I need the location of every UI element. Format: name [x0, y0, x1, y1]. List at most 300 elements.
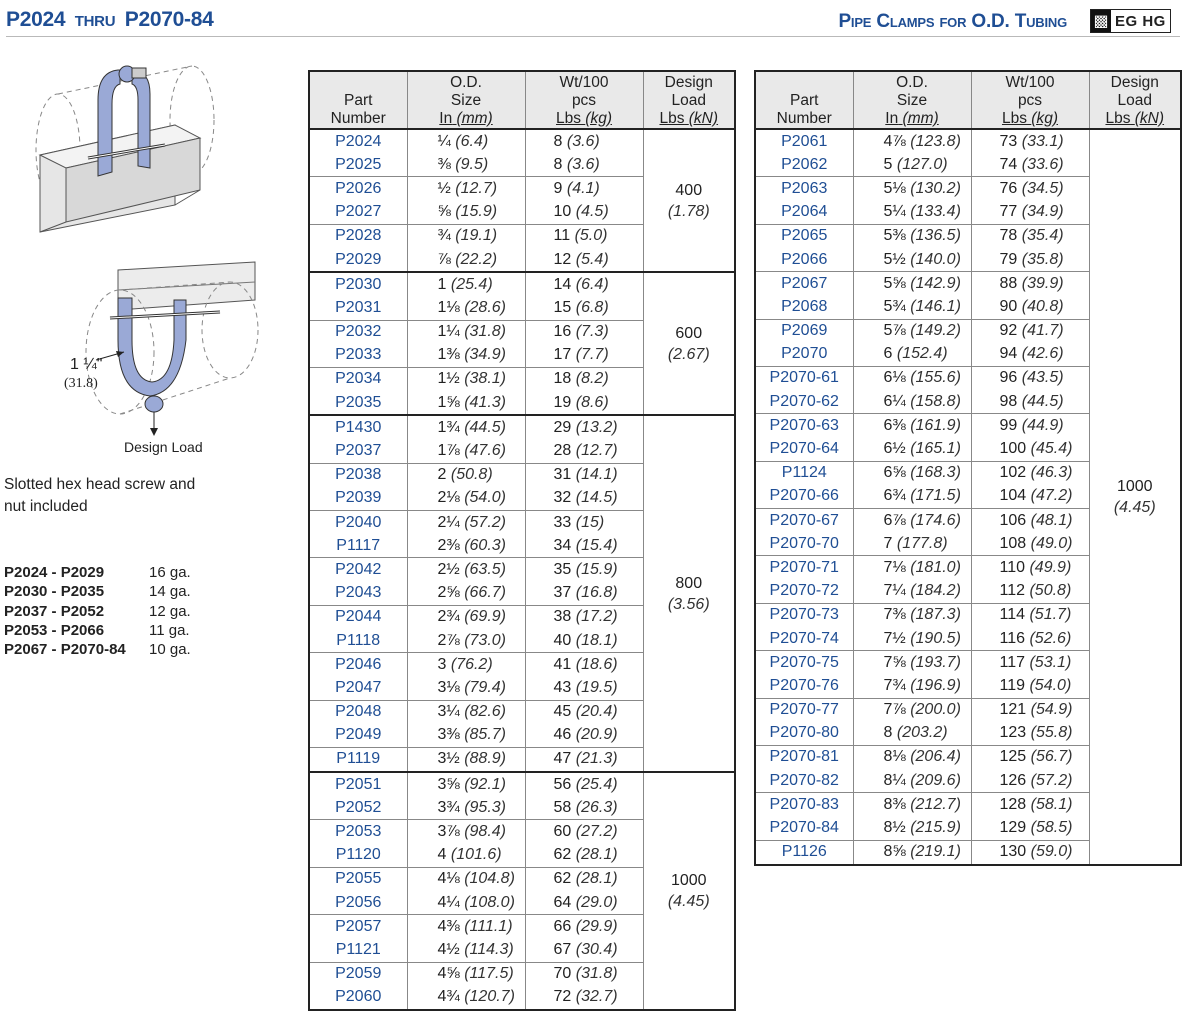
od-size-cell	[407, 487, 525, 511]
weight-cell	[971, 390, 1089, 414]
od-inches: 4½	[437, 940, 460, 958]
od-size-cell	[853, 366, 971, 390]
od-inches: 3⅛	[437, 678, 460, 696]
od-size-cell	[853, 295, 971, 319]
od-size-cell	[853, 698, 971, 722]
weight-kg: (51.7)	[1029, 606, 1072, 624]
od-inches: 1¼	[437, 323, 460, 341]
weight-kg: (18.6)	[575, 655, 618, 673]
design-load-cell	[643, 129, 735, 272]
weight-cell	[971, 201, 1089, 225]
weight-cell	[971, 129, 1089, 153]
hardware-note: Slotted hex head screw and nut included	[4, 476, 196, 515]
weight-lbs: 38	[553, 608, 572, 626]
od-size-cell	[407, 296, 525, 320]
weight-cell	[525, 534, 643, 558]
weight-lbs: 94	[999, 345, 1018, 363]
part-number: P2070-76	[755, 674, 853, 698]
part-number: P1430	[335, 418, 382, 436]
weight-lbs: 130	[999, 843, 1027, 861]
od-mm: (120.7)	[464, 988, 515, 1006]
od-inches: 4⅛	[437, 870, 460, 888]
weight-lbs: 125	[999, 748, 1027, 766]
weight-kg: (34.5)	[1021, 179, 1064, 197]
part-number: P2056	[309, 891, 407, 915]
weight-cell	[525, 986, 643, 1010]
part-number: P2057	[335, 917, 382, 935]
od-size-cell	[407, 248, 525, 272]
od-size-cell	[407, 439, 525, 463]
od-mm: (155.6)	[910, 369, 961, 387]
part-number: P2052	[309, 796, 407, 820]
od-inches: 7¼	[883, 582, 906, 600]
weight-cell	[525, 747, 643, 772]
part-number: P1117	[309, 534, 407, 558]
weight-kg: (7.3)	[575, 323, 609, 341]
weight-cell	[525, 272, 643, 296]
weight-cell	[525, 248, 643, 272]
od-inches: 5⅝	[883, 274, 906, 292]
weight-lbs: 56	[553, 775, 572, 793]
part-number: P2051	[335, 775, 382, 793]
od-size-cell	[407, 582, 525, 606]
od-inches: 4¾	[437, 988, 460, 1006]
od-inches: 8¼	[883, 771, 906, 789]
part-number: P2028	[335, 227, 382, 245]
weight-cell	[971, 580, 1089, 604]
od-inches: 6⅛	[883, 369, 906, 387]
od-size-cell	[853, 461, 971, 485]
od-size-cell	[407, 272, 525, 296]
weight-lbs: 17	[553, 346, 572, 364]
od-inches: 4⅝	[437, 965, 460, 983]
od-size-cell	[853, 224, 971, 248]
od-size-cell	[407, 224, 525, 248]
category-title: Pipe Clamps for O.D. Tubing	[838, 11, 1067, 32]
od-inches: 2⅜	[437, 536, 460, 554]
od-size-cell	[853, 674, 971, 698]
weight-kg: (52.6)	[1029, 629, 1072, 647]
od-mm: (66.7)	[464, 584, 506, 602]
part-number: P2070-72	[755, 580, 853, 604]
od-inches: 1⅛	[437, 298, 460, 316]
od-mm: (34.9)	[464, 346, 506, 364]
weight-cell	[971, 793, 1089, 817]
od-size-cell	[407, 367, 525, 391]
weight-kg: (58.1)	[1030, 795, 1073, 813]
od-mm: (142.9)	[910, 274, 961, 292]
od-inches: ¾	[437, 227, 451, 245]
weight-kg: (57.2)	[1030, 771, 1073, 789]
part-number: P2031	[309, 296, 407, 320]
weight-cell	[971, 224, 1089, 248]
od-mm: (69.9)	[464, 608, 506, 626]
part-number: P2070-74	[755, 627, 853, 651]
design-load-label: Design Load	[124, 439, 203, 455]
weight-lbs: 102	[999, 464, 1027, 482]
od-size-cell	[853, 390, 971, 414]
part-number: P2038	[335, 466, 382, 484]
title-to: P2070-84	[124, 8, 214, 31]
od-size-cell	[853, 248, 971, 272]
weight-cell	[525, 938, 643, 962]
od-inches: ⅜	[437, 155, 451, 173]
gauge-row	[4, 602, 191, 621]
weight-kg: (58.5)	[1030, 819, 1073, 837]
part-number: P1118	[309, 629, 407, 653]
od-inches: 8⅝	[883, 843, 906, 861]
design-load-lbs: 1000	[1116, 477, 1153, 495]
od-mm: (140.0)	[910, 250, 961, 268]
weight-kg: (31.8)	[575, 965, 618, 983]
od-mm: (85.7)	[464, 726, 506, 744]
weight-kg: (28.1)	[575, 846, 618, 864]
od-mm: (6.4)	[455, 132, 489, 150]
weight-lbs: 104	[999, 487, 1027, 505]
od-mm: (111.1)	[464, 917, 513, 935]
od-mm: (187.3)	[910, 606, 961, 624]
od-mm: (82.6)	[464, 703, 506, 721]
weight-kg: (16.8)	[575, 584, 618, 602]
clamp-illustration	[0, 0, 300, 470]
part-number: P2070-61	[769, 369, 839, 387]
od-size-cell	[407, 153, 525, 177]
design-load-kn: (4.45)	[1113, 498, 1156, 516]
weight-cell	[971, 603, 1089, 627]
weight-lbs: 90	[999, 297, 1018, 315]
od-size-cell	[407, 700, 525, 724]
part-number: P2024	[335, 132, 382, 150]
weight-kg: (5.4)	[575, 250, 609, 268]
weight-lbs: 58	[553, 798, 572, 816]
weight-cell	[971, 627, 1089, 651]
od-inches: 3⅞	[437, 823, 460, 841]
od-inches: 6½	[883, 440, 906, 458]
od-inches: 2⅞	[437, 631, 460, 649]
weight-cell	[971, 532, 1089, 556]
weight-cell	[525, 177, 643, 201]
weight-lbs: 88	[999, 274, 1018, 292]
gauge-value: 12 ga.	[149, 602, 191, 620]
weight-lbs: 70	[553, 965, 572, 983]
gauge-row	[4, 621, 191, 640]
part-number: P2070-75	[769, 653, 839, 671]
od-inches: 3⅜	[437, 726, 460, 744]
weight-lbs: 129	[999, 819, 1027, 837]
weight-cell	[525, 629, 643, 653]
weight-cell	[971, 816, 1089, 840]
weight-cell	[971, 437, 1089, 461]
weight-cell	[971, 272, 1089, 296]
od-inches: 5⅞	[883, 322, 906, 340]
od-mm: (76.2)	[450, 655, 493, 673]
weight-cell	[525, 344, 643, 368]
od-inches: 4⅜	[437, 917, 460, 935]
od-mm: (133.4)	[910, 203, 961, 221]
table-header-row	[309, 71, 735, 129]
od-mm: (168.3)	[910, 464, 961, 482]
od-size-cell	[853, 272, 971, 296]
od-mm: (31.8)	[464, 323, 506, 341]
od-mm: (57.2)	[464, 513, 506, 531]
od-mm: (98.4)	[464, 823, 506, 841]
od-mm: (158.8)	[910, 392, 961, 410]
od-mm: (41.3)	[464, 393, 506, 411]
od-size-cell	[407, 320, 525, 344]
od-size-cell	[407, 676, 525, 700]
weight-lbs: 12	[553, 250, 572, 268]
weight-lbs: 62	[553, 846, 572, 864]
weight-lbs: 31	[553, 466, 572, 484]
od-mm: (25.4)	[450, 275, 493, 293]
weight-cell	[525, 867, 643, 891]
part-number: P2068	[755, 295, 853, 319]
part-number: P2047	[309, 676, 407, 700]
weight-kg: (41.7)	[1021, 322, 1064, 340]
part-number: P1126	[755, 840, 853, 865]
part-number: P2070-62	[755, 390, 853, 414]
od-mm: (101.6)	[450, 846, 502, 864]
weight-cell	[525, 915, 643, 939]
weight-kg: (49.0)	[1030, 534, 1073, 552]
weight-lbs: 19	[553, 393, 572, 411]
od-size-cell	[853, 319, 971, 343]
weight-cell	[971, 319, 1089, 343]
table-row	[309, 772, 735, 796]
weight-cell	[525, 582, 643, 606]
od-mm: (88.9)	[464, 750, 506, 768]
weight-lbs: 72	[553, 988, 572, 1006]
weight-kg: (18.1)	[575, 631, 618, 649]
od-size-cell	[853, 627, 971, 651]
od-size-cell	[853, 509, 971, 533]
weight-kg: (8.6)	[575, 393, 609, 411]
od-inches: 8⅜	[883, 795, 906, 813]
weight-cell	[971, 745, 1089, 769]
weight-lbs: 32	[553, 489, 572, 507]
od-mm: (190.5)	[910, 629, 961, 647]
od-inches: 1¾	[437, 418, 460, 436]
weight-kg: (26.3)	[575, 798, 618, 816]
design-load-kn: (1.78)	[667, 202, 710, 220]
part-number: P1120	[309, 844, 407, 868]
weight-lbs: 60	[553, 823, 572, 841]
weight-kg: (25.4)	[575, 775, 618, 793]
weight-kg: (27.2)	[575, 823, 618, 841]
weight-kg: (12.7)	[575, 442, 618, 460]
od-mm: (161.9)	[910, 416, 961, 434]
col-part: Part Number	[309, 71, 407, 129]
weight-cell	[525, 962, 643, 986]
weight-cell	[971, 366, 1089, 390]
gauge-value: 16 ga.	[149, 564, 191, 581]
weight-cell	[525, 415, 643, 439]
weight-kg: (45.4)	[1030, 440, 1073, 458]
part-number: P2070-81	[769, 748, 839, 766]
weight-kg: (43.5)	[1021, 369, 1064, 387]
od-size-cell	[407, 605, 525, 629]
part-number: P1124	[781, 464, 827, 482]
weight-lbs: 35	[553, 560, 572, 578]
weight-lbs: 96	[999, 369, 1018, 387]
od-mm: (44.5)	[464, 418, 506, 436]
design-load-kn: (4.45)	[667, 893, 710, 910]
od-size-cell	[853, 201, 971, 225]
od-size-cell	[853, 556, 971, 580]
od-inches: 7⅝	[883, 653, 906, 671]
weight-lbs: 98	[999, 392, 1018, 410]
gauge-range: P2053 - P2066	[4, 621, 105, 639]
dimension-inches: 1 ¼"	[70, 356, 103, 373]
part-number: P2070-70	[755, 532, 853, 556]
design-load-kn: (2.67)	[667, 345, 710, 363]
od-mm: (177.8)	[896, 534, 948, 552]
weight-cell	[971, 509, 1089, 533]
od-mm: (38.1)	[464, 370, 506, 388]
od-inches: 5	[883, 155, 893, 173]
gauge-value: 11 ga.	[149, 621, 190, 639]
weight-lbs: 43	[553, 678, 572, 696]
part-number: P2026	[335, 179, 382, 197]
od-mm: (200.0)	[910, 701, 961, 719]
weight-cell	[971, 769, 1089, 793]
od-mm: (117.5)	[464, 965, 514, 983]
weight-cell	[525, 605, 643, 629]
part-number: P2032	[335, 323, 382, 341]
od-mm: (152.4)	[896, 345, 948, 363]
od-inches: 6	[883, 345, 893, 363]
weight-cell	[525, 844, 643, 868]
weight-cell	[971, 840, 1089, 865]
weight-kg: (33.6)	[1021, 155, 1064, 173]
weight-kg: (5.0)	[574, 227, 608, 245]
od-inches: 2½	[437, 560, 460, 578]
weight-kg: (53.1)	[1029, 653, 1072, 671]
weight-lbs: 18	[553, 370, 572, 388]
dimension-mm: (31.8)	[64, 376, 98, 391]
od-size-cell	[853, 840, 971, 865]
weight-cell	[525, 724, 643, 748]
weight-kg: (54.9)	[1030, 701, 1073, 719]
od-mm: (28.6)	[464, 298, 506, 316]
weight-kg: (34.9)	[1021, 203, 1064, 221]
weight-kg: (48.1)	[1030, 511, 1073, 529]
gauge-value: 10 ga.	[149, 641, 191, 659]
weight-lbs: 73	[999, 132, 1018, 150]
od-mm: (146.1)	[910, 297, 961, 315]
weight-cell	[971, 461, 1089, 485]
weight-kg: (44.5)	[1021, 392, 1064, 410]
part-number: P2037	[309, 439, 407, 463]
weight-lbs: 45	[553, 703, 572, 721]
top-clamp-drawing	[36, 66, 214, 232]
weight-kg: (49.9)	[1029, 558, 1072, 576]
weight-cell	[525, 463, 643, 487]
part-number: P2030	[335, 275, 382, 293]
weight-cell	[971, 722, 1089, 746]
od-size-cell	[853, 745, 971, 769]
weight-kg: (3.6)	[566, 132, 600, 150]
od-mm: (22.2)	[455, 250, 498, 268]
od-inches: 6¾	[883, 487, 906, 505]
weight-lbs: 121	[999, 701, 1027, 719]
od-size-cell	[407, 629, 525, 653]
weight-lbs: 66	[553, 917, 572, 935]
weight-cell	[971, 556, 1089, 580]
od-inches: 5¼	[883, 203, 906, 221]
weight-kg: (59.0)	[1030, 843, 1073, 861]
part-number: P2064	[755, 201, 853, 225]
part-number: P2055	[335, 870, 382, 888]
od-inches: 8½	[883, 819, 906, 837]
weight-kg: (14.1)	[575, 466, 618, 484]
od-inches: 3⅝	[437, 775, 460, 793]
od-size-cell	[407, 820, 525, 844]
col-weight: Wt/100 pcs Lbs (kg)	[971, 71, 1089, 129]
od-mm: (54.0)	[464, 489, 506, 507]
weight-kg: (4.1)	[566, 179, 600, 197]
od-size-cell	[407, 511, 525, 535]
weight-kg: (42.6)	[1021, 345, 1064, 363]
od-inches: 7½	[883, 629, 906, 647]
od-size-cell	[407, 129, 525, 153]
part-number: P2062	[755, 153, 853, 177]
design-load-cell	[643, 772, 735, 1010]
od-mm: (12.7)	[455, 179, 498, 197]
weight-lbs: 123	[999, 724, 1027, 742]
od-size-cell	[407, 986, 525, 1010]
weight-cell	[525, 772, 643, 796]
weight-cell	[971, 651, 1089, 675]
weight-cell	[525, 391, 643, 415]
od-mm: (219.1)	[910, 843, 961, 861]
od-mm: (184.2)	[910, 582, 961, 600]
od-size-cell	[407, 653, 525, 677]
part-number: P2043	[309, 582, 407, 606]
weight-kg: (50.8)	[1029, 582, 1072, 600]
part-number: P2070	[755, 343, 853, 367]
od-size-cell	[853, 177, 971, 201]
weight-cell	[971, 153, 1089, 177]
od-inches: 5⅛	[883, 179, 906, 197]
od-mm: (206.4)	[910, 748, 961, 766]
col-weight: Wt/100 pcs Lbs (kg)	[525, 71, 643, 129]
weight-lbs: 41	[553, 655, 572, 673]
od-size-cell	[407, 796, 525, 820]
od-size-cell	[853, 816, 971, 840]
weight-kg: (20.9)	[575, 726, 618, 744]
design-load-lbs: 1000	[670, 872, 707, 889]
weight-cell	[971, 698, 1089, 722]
od-mm: (203.2)	[896, 724, 948, 742]
gauge-range: P2037 - P2052	[4, 602, 105, 620]
weight-lbs: 114	[999, 606, 1026, 624]
design-load-lbs: 600	[675, 324, 703, 342]
od-inches: 1	[437, 275, 447, 293]
od-size-cell	[853, 603, 971, 627]
od-inches: 4¼	[437, 893, 460, 911]
od-inches: 6⅞	[883, 511, 906, 529]
weight-cell	[525, 700, 643, 724]
od-size-cell	[407, 844, 525, 868]
od-mm: (47.6)	[464, 442, 506, 460]
weight-kg: (46.3)	[1030, 464, 1073, 482]
od-inches: 6⅝	[883, 464, 906, 482]
od-size-cell	[407, 915, 525, 939]
weight-lbs: 9	[553, 179, 563, 197]
weight-kg: (15)	[575, 513, 605, 531]
od-mm: (171.5)	[910, 487, 961, 505]
